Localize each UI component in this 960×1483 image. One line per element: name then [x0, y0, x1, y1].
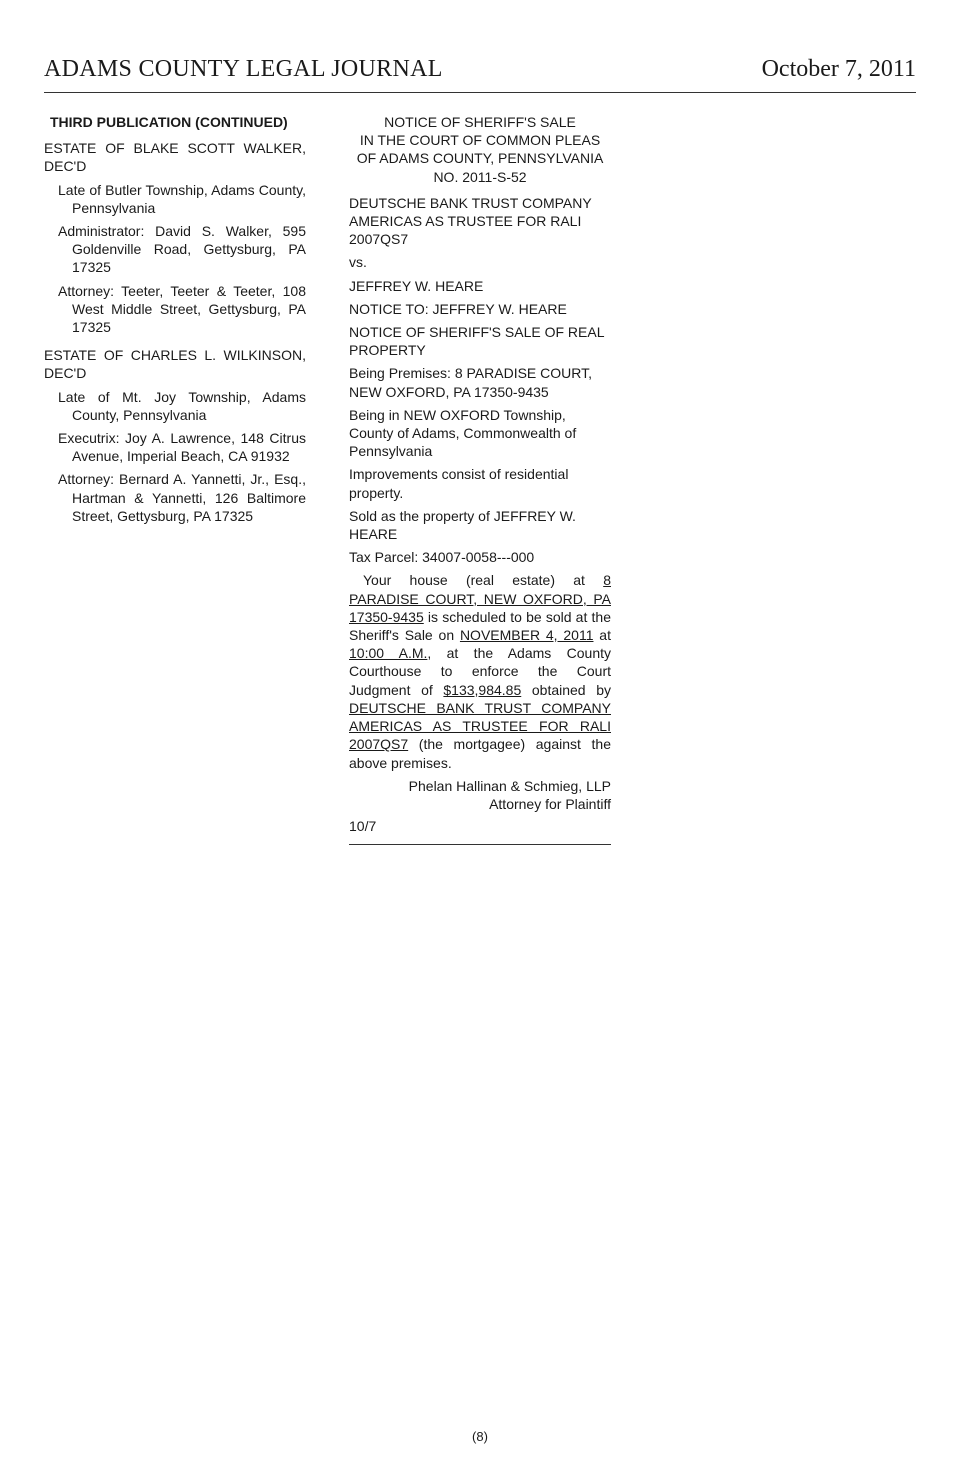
notice-to: NOTICE TO: JEFFREY W. HEARE	[349, 300, 567, 317]
publication-date: 10/7	[349, 818, 377, 835]
law-firm: Phelan Hallinan & Schmieg, LLP	[408, 777, 611, 794]
body-text: is scheduled to be sold at the Sheriff's Sale on	[349, 608, 611, 644]
estate-notice	[44, 346, 306, 525]
plaintiff: DEUTSCHE BANK TRUST COMPANY AMERICAS AS TRUSTEE FOR RALI 2007QS7	[349, 194, 592, 248]
body-text: , at the Adams County Courthouse to enforce the Court Judgment of	[349, 645, 612, 698]
sale-time: 10:00 A.M.	[349, 645, 428, 662]
estate-name: ESTATE OF BLAKE SCOTT WALKER, DEC'D	[44, 140, 306, 175]
body-text: at	[593, 627, 611, 644]
estate-late-of: Late of Mt. Joy Township, Adams County, Pennsylvania	[58, 388, 306, 423]
estate-attorney: Attorney: Teeter, Teeter & Teeter, 108 West Middle Street, Gettysburg, PA 17325	[58, 282, 306, 336]
estate-representative: Administrator: David S. Walker, 595 Goldenville Road, Gettysburg, PA 17325	[58, 223, 306, 276]
estate-name: ESTATE OF CHARLES L. WILKINSON, DEC'D	[44, 347, 306, 382]
end-rule	[349, 844, 611, 845]
body-text: Your house (real estate) at	[363, 572, 604, 589]
body-text: (the mortgagee) against the above premises.	[349, 736, 611, 771]
notice-title-line: NOTICE OF SHERIFF'S SALE	[384, 114, 576, 130]
sold-as: Sold as the property of JEFFREY W. HEARE	[349, 507, 576, 543]
notice-title-block	[349, 113, 611, 186]
premises: Being Premises: 8 PARADISE COURT, NEW OXFORD, PA 17350-9435	[349, 365, 593, 400]
location: Being in NEW OXFORD Township, County of Adams, Commonwealth of Pennsylvania	[349, 406, 577, 460]
improvements: Improvements consist of residential property.	[349, 466, 569, 501]
property-address: 8 PARADISE COURT, NEW OXFORD, PA 17350-9435	[349, 572, 611, 625]
estate-notice	[44, 139, 306, 336]
notice-title-line: IN THE COURT OF COMMON PLEAS	[359, 132, 601, 149]
estate-late-of: Late of Butler Township, Adams County, Pennsylvania	[58, 181, 306, 216]
page-number: (8)	[472, 1429, 488, 1444]
left-column	[44, 113, 306, 530]
sale-date: NOVEMBER 4, 2011	[459, 627, 594, 644]
defendant: JEFFREY W. HEARE	[349, 277, 484, 294]
journal-title: ADAMS COUNTY LEGAL JOURNAL	[44, 56, 443, 82]
case-number: NO. 2011-S-52	[433, 168, 527, 185]
estate-attorney: Attorney: Bernard A. Yannetti, Jr., Esq., Hartman & Yannetti, 126 Baltimore Street, Gettysburg, PA 17325	[58, 471, 306, 524]
sale-body-paragraph	[349, 571, 611, 771]
versus: vs.	[349, 254, 367, 271]
body-text: obtained by	[521, 681, 611, 698]
attorney-role: Attorney for Plaintiff	[489, 795, 611, 812]
tax-parcel: Tax Parcel: 34007-0058---000	[349, 549, 535, 566]
judgment-amount: $133,984.85	[443, 681, 522, 698]
section-heading: THIRD PUBLICATION (CONTINUED)	[50, 114, 288, 130]
notice-of-sale: NOTICE OF SHERIFF'S SALE OF REAL PROPERTY	[349, 324, 604, 359]
creditor: DEUTSCHE BANK TRUST COMPANY AMERICAS AS TRUSTEE FOR RALI 2007QS7	[349, 699, 611, 753]
notice-title-line: OF ADAMS COUNTY, PENNSYLVANIA	[356, 150, 604, 167]
issue-date: October 7, 2011	[761, 56, 916, 82]
estate-representative: Executrix: Joy A. Lawrence, 148 Citrus Avenue, Imperial Beach, CA 91932	[58, 430, 306, 465]
sheriff-sale-notice	[349, 113, 611, 845]
page-header	[44, 54, 916, 93]
